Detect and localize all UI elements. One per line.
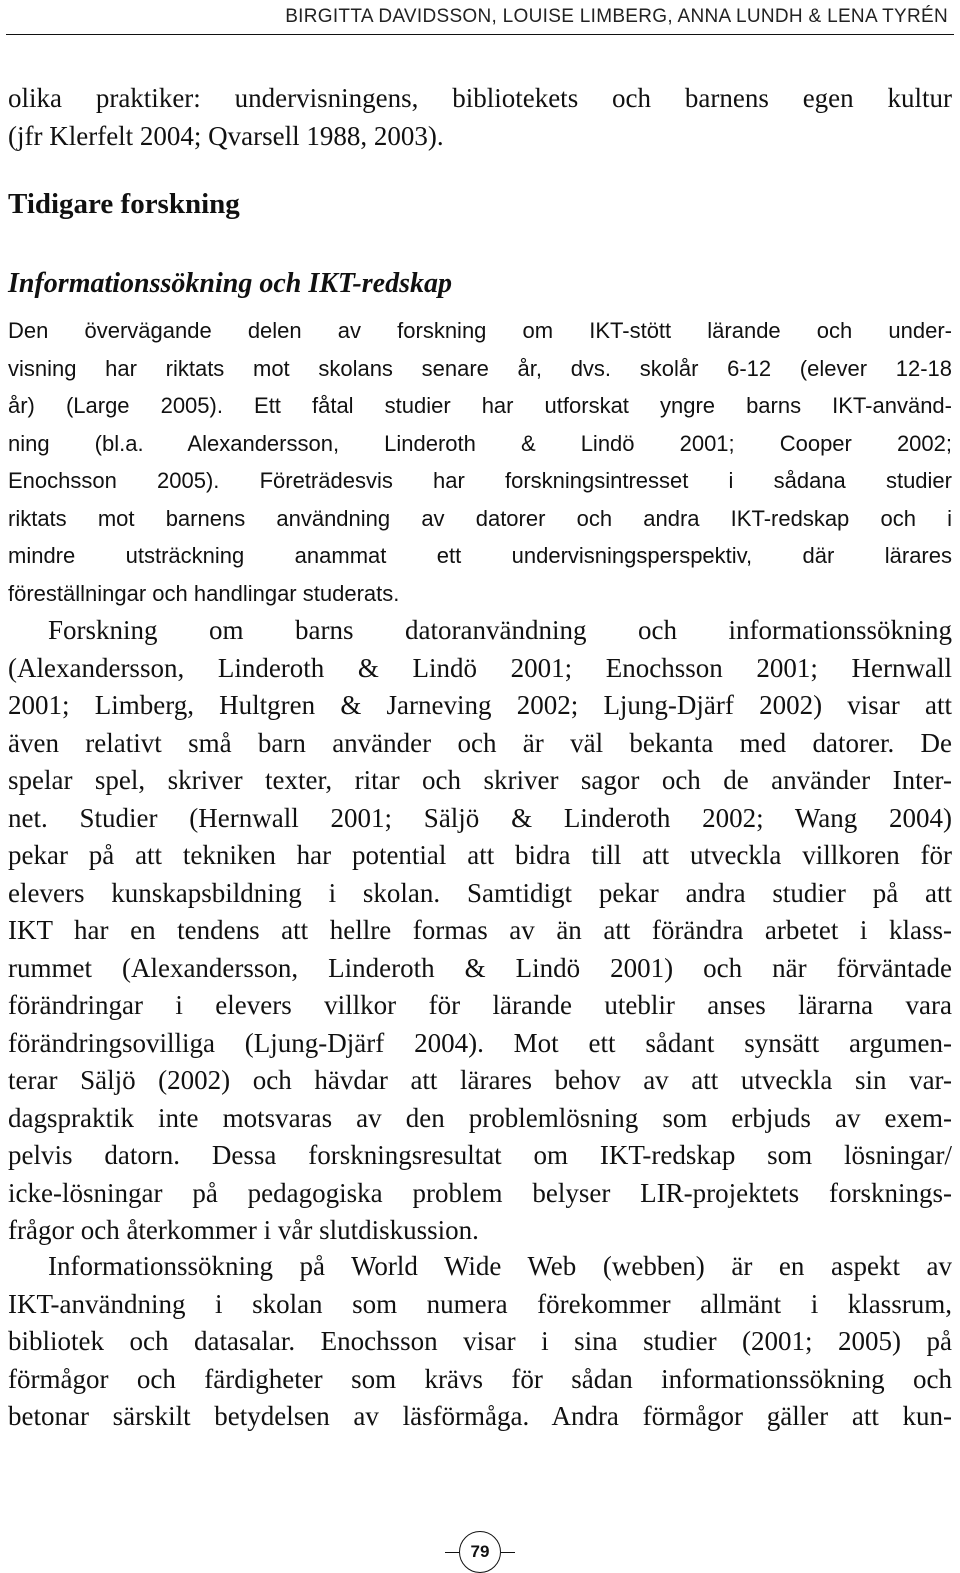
paragraph-2: [8, 612, 952, 1250]
paragraph-line: pekar på att tekniken har potential att bidra till att utveckla villkoren för: [8, 840, 952, 870]
paragraph-line: Enochsson 2005). Företrädesvis har forskningsintresset i sådana studier: [8, 468, 952, 493]
paragraph-line: betonar särskilt betydelsen av läsförmåga. Andra förmågor gäller att kun-: [8, 1401, 952, 1431]
paragraph-line: IKT har en tendens att hellre formas av än att förändra arbetet i klass-: [8, 915, 952, 945]
intro-line: (jfr Klerfelt 2004; Qvarsell 1988, 2003).: [8, 120, 444, 151]
paragraph-line: elevers kunskapsbildning i skolan. Samtidigt pekar andra studier på att: [8, 877, 952, 908]
paragraph-line: förändringar i elevers villkor för lärande uteblir anses lärarna vara: [8, 990, 952, 1020]
paragraph-line: pelvis datorn. Dessa forskningsresultat om IKT-redskap som lösningar/: [8, 1140, 952, 1170]
folio-left-dash: [445, 1552, 459, 1553]
paragraph-line: terar Säljö (2002) och hävdar att lärares behov av att utveckla sin var-: [8, 1065, 952, 1095]
paragraph-3: [8, 1248, 952, 1436]
header-rule: [6, 34, 954, 35]
paragraph-line: visning har riktats mot skolans senare år, dvs. skolår 6-12 (elever 12-18: [8, 355, 952, 381]
paragraph-line: rummet (Alexandersson, Linderoth & Lindö 2001) och när förväntade: [8, 952, 952, 983]
subsection-title: Informationssökning och IKT-redskap: [8, 268, 452, 299]
paragraph-line: IKT-användning i skolan som numera förekommer allmänt i klassrum,: [8, 1288, 952, 1319]
paragraph-line: 2001; Limberg, Hultgren & Jarneving 2002; Ljung-Djärf 2002) visar att: [8, 690, 952, 720]
paragraph-line: icke-lösningar på pedagogiska problem belyser LIR-projektets forsknings-: [8, 1177, 952, 1208]
paragraph-line: Forskning om barns datoranvändning och informationssökning: [48, 615, 952, 645]
folio-right-dash: [501, 1552, 515, 1553]
paragraph-line: (Alexandersson, Linderoth & Lindö 2001; Enochsson 2001; Hernwall: [8, 652, 952, 683]
paragraph-1-sans: [8, 312, 952, 612]
paragraph-line: spelar spel, skriver texter, ritar och skriver sagor och de använder Inter-: [8, 765, 952, 795]
intro-paragraph: [8, 80, 952, 155]
paragraph-line: dagspraktik inte motsvaras av den problemlösning som erbjuds av exem-: [8, 1102, 952, 1133]
running-head: BIRGITTA DAVIDSSON, LOUISE LIMBERG, ANNA LUNDH & LENA TYRÉN: [285, 6, 948, 27]
paragraph-line: Informationssökning på World Wide Web (webben) är en aspekt av: [48, 1251, 952, 1281]
paragraph-line: mindre utsträckning anammat ett undervisningsperspektiv, där lärares: [8, 543, 952, 568]
paragraph-line: även relativt små barn använder och är väl bekanta med datorer. De: [8, 727, 952, 758]
paragraph-line: net. Studier (Hernwall 2001; Säljö & Linderoth 2002; Wang 2004): [8, 802, 952, 833]
paragraph-line: föreställningar och handlingar studerats.: [8, 580, 400, 606]
intro-line: olika praktiker: undervisningens, bibliotekets och barnens egen kultur: [8, 83, 952, 113]
page-number-badge: [445, 1531, 515, 1573]
paragraph-line: bibliotek och datasalar. Enochsson visar i sina studier (2001; 2005) på: [8, 1326, 952, 1356]
paragraph-line: Den övervägande delen av forskning om IKT-stött lärande och under-: [8, 318, 952, 343]
section-title: Tidigare forskning: [8, 188, 240, 220]
paragraph-line: ning (bl.a. Alexandersson, Linderoth & Lindö 2001; Cooper 2002;: [8, 430, 952, 456]
paragraph-line: förmågor och färdigheter som krävs för sådan informationssökning och: [8, 1363, 952, 1394]
paragraph-line: förändringsovilliga (Ljung-Djärf 2004). Mot ett sådant synsätt argumen-: [8, 1027, 952, 1058]
paragraph-line: år) (Large 2005). Ett fåtal studier har utforskat yngre barns IKT-använd-: [8, 393, 952, 418]
paragraph-line: frågor och återkommer i vår slutdiskussion.: [8, 1215, 479, 1245]
paragraph-line: riktats mot barnens användning av datorer och andra IKT-redskap och i: [8, 505, 952, 531]
page-number: 79: [459, 1531, 501, 1573]
